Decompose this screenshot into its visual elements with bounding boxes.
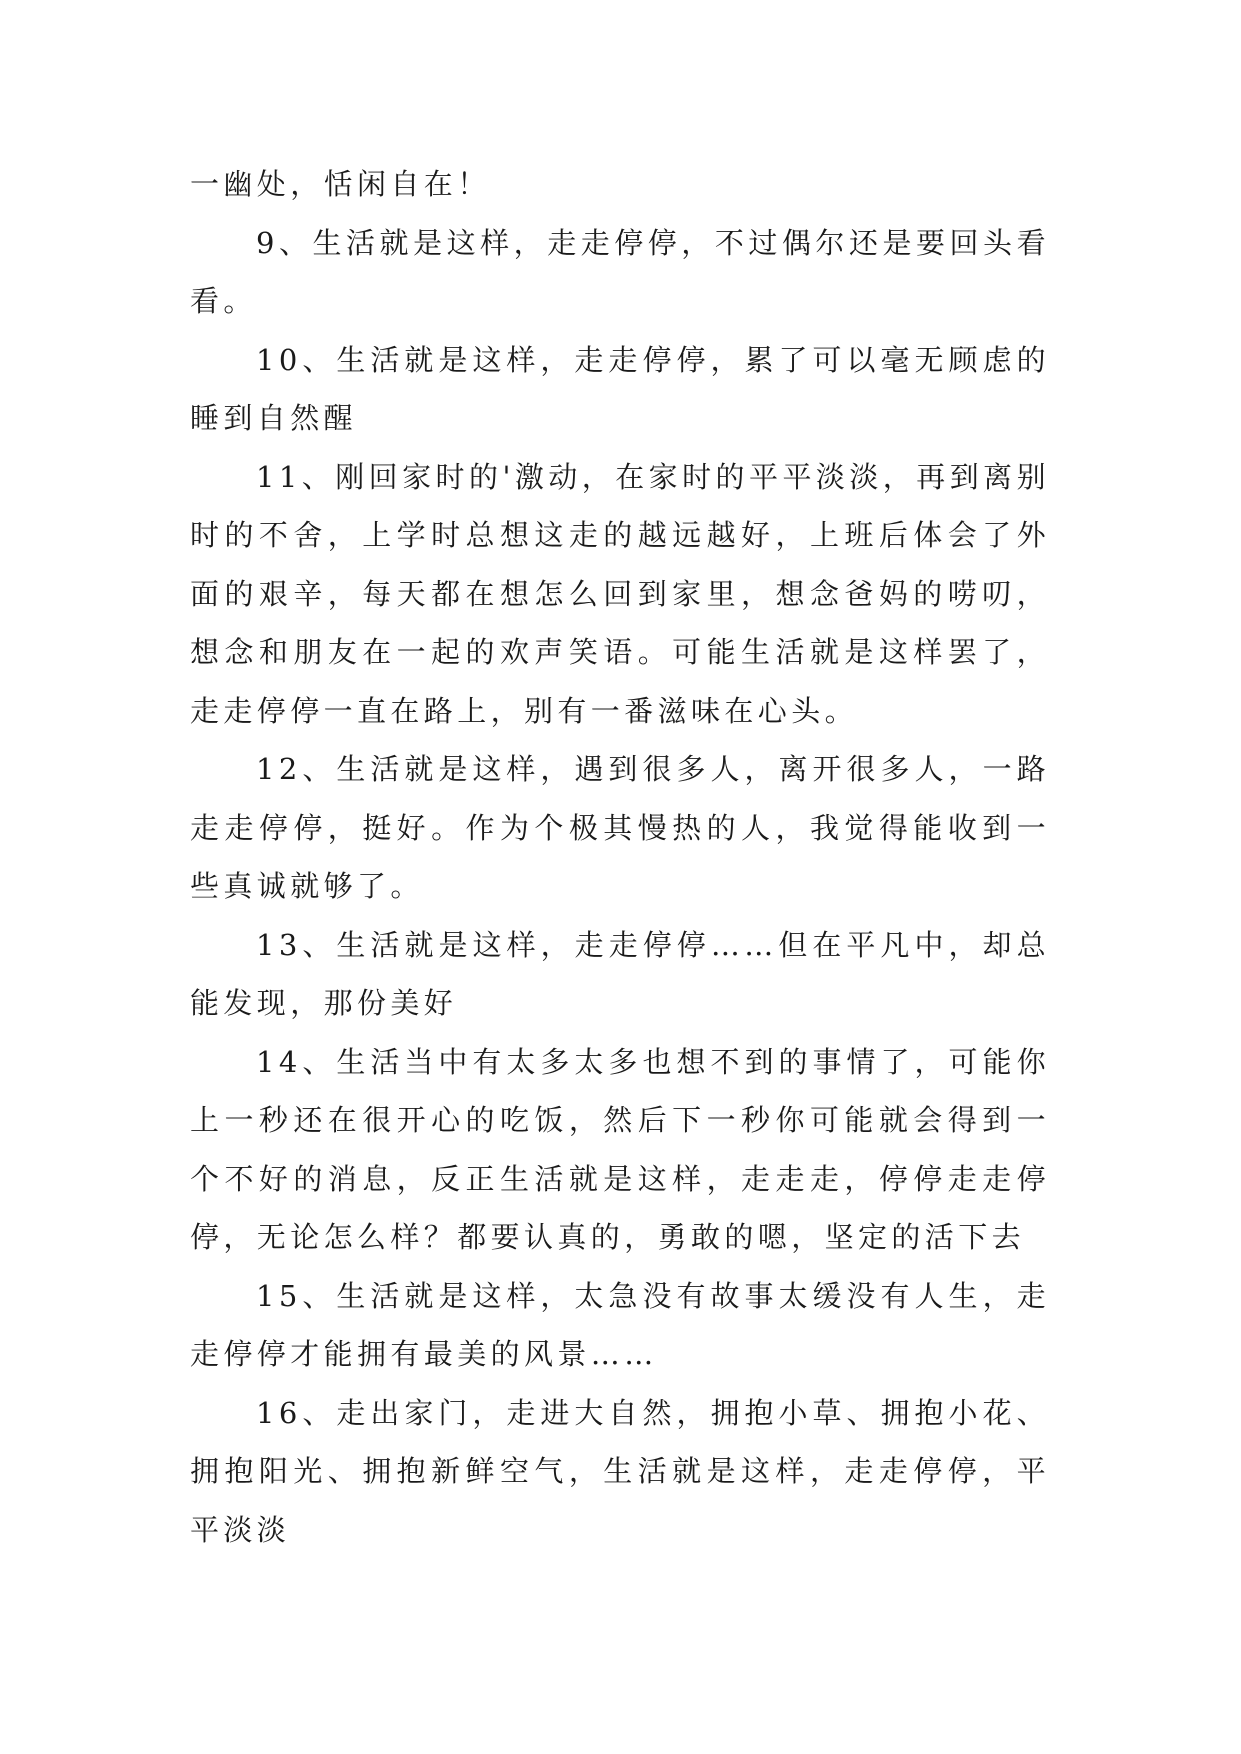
paragraph-continuation: 一幽处，恬闲自在！	[190, 167, 491, 201]
paragraph-item-9: 9、生活就是这样，走走停停，不过偶尔还是要回头看看。	[190, 225, 1050, 318]
paragraph-item-12: 12、生活就是这样，遇到很多人，离开很多人，一路走走停停，挺好。作为个极其慢热的人，我觉得能收到一些真诚就够了。	[190, 752, 1050, 903]
paragraph-item-11: 11、刚回家时的'激动，在家时的平平淡淡，再到离别时的不舍，上学时总想这走的越远越好，上班后体会了外面的艰辛，每天都在想怎么回到家里，想念爸妈的唠叨，想念和朋友在一起的欢声笑语。可能生活就是这样罢了，走走停停一直在路上，别有一番滋味在心头。	[190, 459, 1050, 728]
paragraph-item-14: 14、生活当中有太多太多也想不到的事情了，可能你上一秒还在很开心的吃饭，然后下一秒你可能就会得到一个不好的消息，反正生活就是这样，走走走，停停走走停停，无论怎么样？都要认真的，勇敢的嗯，坚定的活下去	[190, 1044, 1050, 1254]
document-body	[190, 155, 1050, 1559]
paragraph-item-16: 16、走出家门，走进大自然，拥抱小草、拥抱小花、拥抱阳光、拥抱新鲜空气，生活就是这样，走走停停，平平淡淡	[190, 1395, 1050, 1547]
paragraph-item-10: 10、生活就是这样，走走停停，累了可以毫无顾虑的睡到自然醒	[190, 342, 1050, 435]
paragraph-item-13: 13、生活就是这样，走走停停……但在平凡中，却总能发现，那份美好	[190, 927, 1050, 1020]
paragraph-item-15: 15、生活就是这样，太急没有故事太缓没有人生，走走停停才能拥有最美的风景……	[190, 1278, 1050, 1371]
